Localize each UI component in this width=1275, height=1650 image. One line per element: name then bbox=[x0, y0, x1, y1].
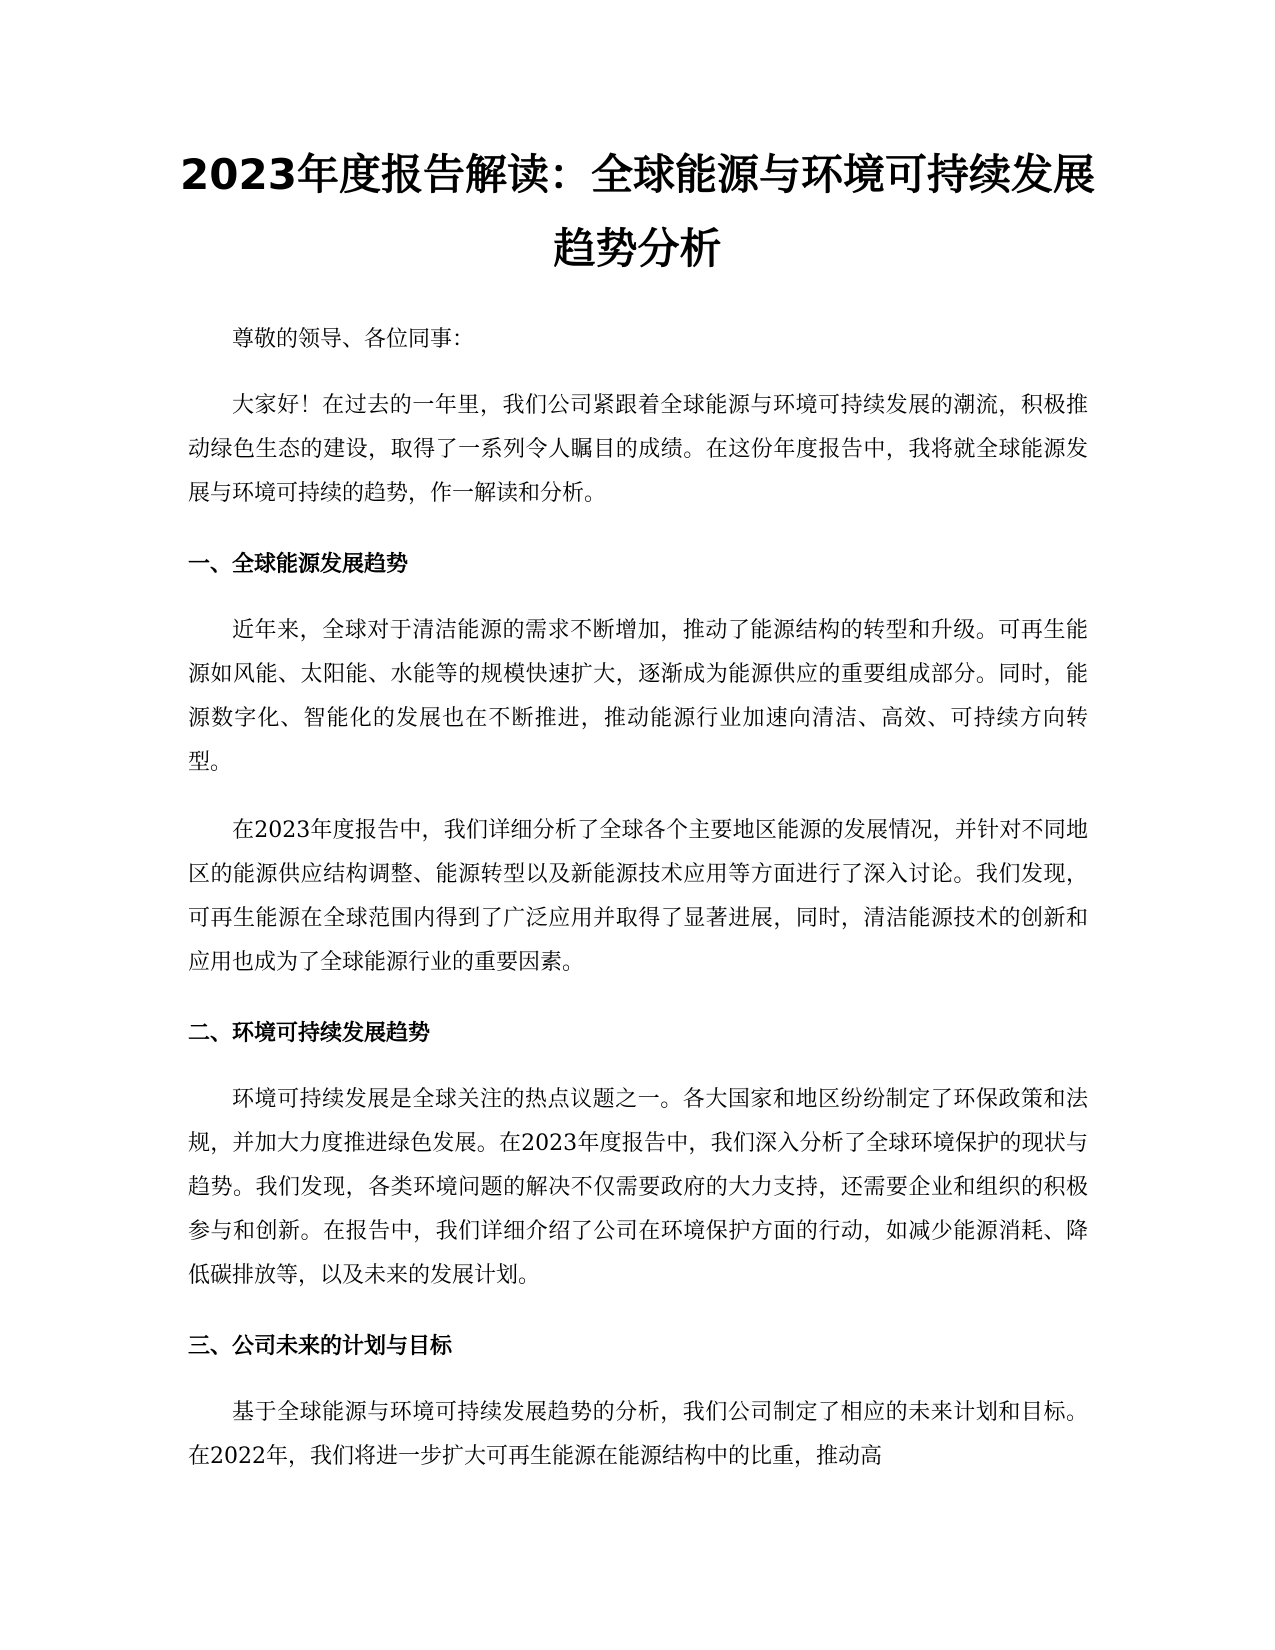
document-body bbox=[188, 318, 1088, 1503]
section-paragraph: 近年来，全球对于清洁能源的需求不断增加，推动了能源结构的转型和升级。可再生能源如风能、太阳能、水能等的规模快速扩大，逐渐成为能源供应的重要组成部分。同时，能源数字化、智能化的发展也在不断推进，推动能源行业加速向清洁、高效、可持续方向转型。 bbox=[188, 618, 1088, 775]
document-title: 2023年度报告解读：全球能源与环境可持续发展趋势分析 bbox=[180, 150, 1095, 273]
section-heading-energy: 一、全球能源发展趋势 bbox=[188, 552, 409, 577]
section-heading-plans: 三、公司未来的计划与目标 bbox=[188, 1334, 453, 1359]
section-paragraph: 环境可持续发展是全球关注的热点议题之一。各大国家和地区纷纷制定了环保政策和法规，并加大力度推进绿色发展。在2023年度报告中，我们深入分析了全球环境保护的现状与趋势。我们发现，各类环境问题的解决不仅需要政府的大力支持，还需要企业和组织的积极参与和创新。在报告中，我们详细介绍了公司在环境保护方面的行动，如减少能源消耗、降低碳排放等，以及未来的发展计划。 bbox=[188, 1087, 1088, 1288]
section-paragraph: 基于全球能源与环境可持续发展趋势的分析，我们公司制定了相应的未来计划和目标。在2022年，我们将进一步扩大可再生能源在能源结构中的比重，推动高 bbox=[188, 1400, 1088, 1469]
section-paragraph: 在2023年度报告中，我们详细分析了全球各个主要地区能源的发展情况，并针对不同地区的能源供应结构调整、能源转型以及新能源技术应用等方面进行了深入讨论。我们发现，可再生能源在全球范围内得到了广泛应用并取得了显著进展，同时，清洁能源技术的创新和应用也成为了全球能源行业的重要因素。 bbox=[188, 818, 1088, 975]
section-heading-environment: 二、环境可持续发展趋势 bbox=[188, 1021, 431, 1046]
intro-paragraph: 大家好！在过去的一年里，我们公司紧跟着全球能源与环境可持续发展的潮流，积极推动绿色生态的建设，取得了一系列令人瞩目的成绩。在这份年度报告中，我将就全球能源发展与环境可持续的趋势，作一解读和分析。 bbox=[188, 393, 1088, 506]
greeting-line: 尊敬的领导、各位同事： bbox=[232, 327, 475, 352]
